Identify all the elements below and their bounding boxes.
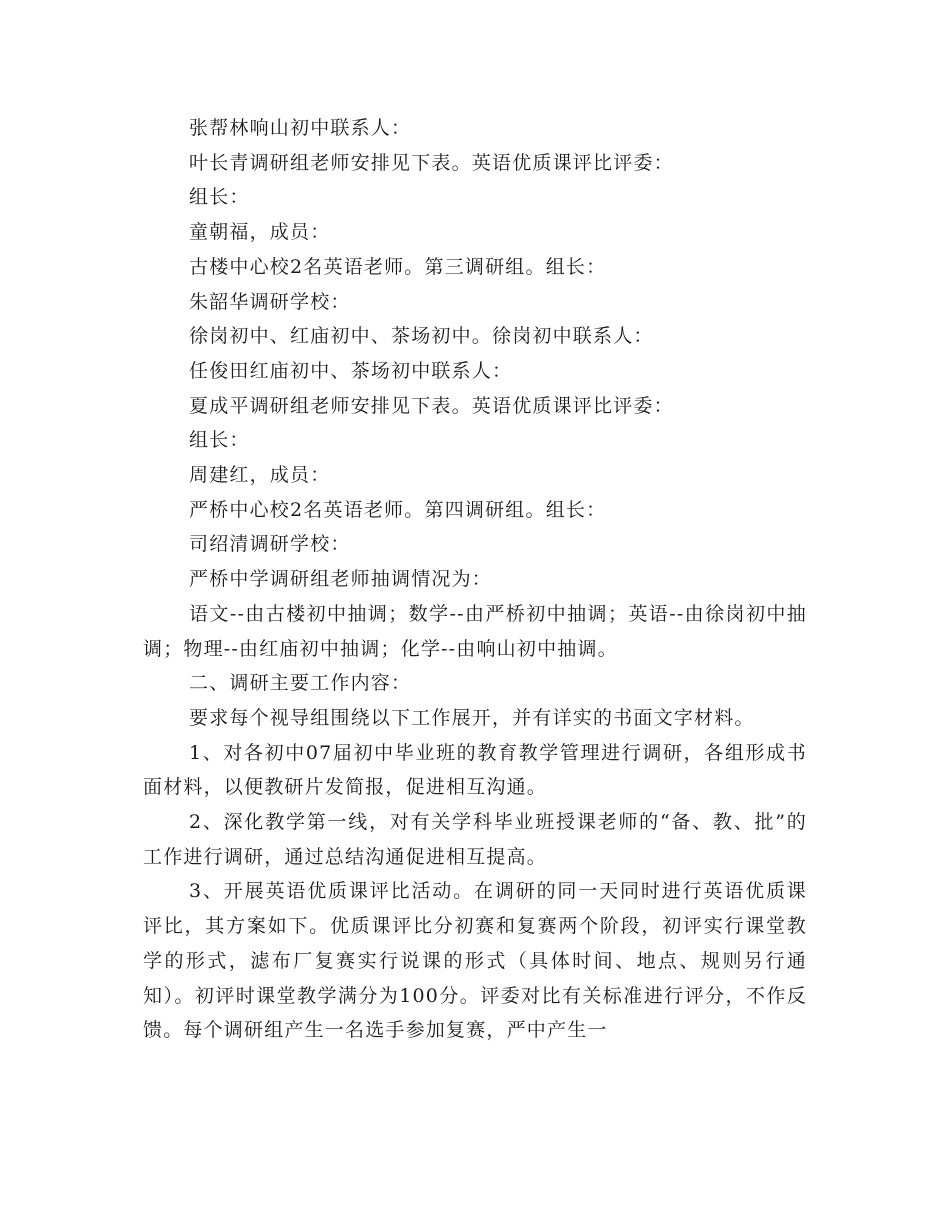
paragraph: 周建红，成员： [189, 464, 331, 487]
paragraph: 组长： [189, 186, 250, 209]
paragraph: 语文--由古楼初中抽调；数学--由严桥初中抽调；英语--由徐岗初中抽调；物理--由红庙初中抽调；化学--由响山初中抽调。 [143, 602, 807, 660]
paragraph: 严桥中心校2名英语老师。第四调研组。组长： [189, 498, 607, 521]
paragraph: 组长： [189, 429, 250, 452]
section-heading: 二、调研主要工作内容： [189, 672, 412, 695]
paragraph: 1、对各初中07届初中毕业班的教育教学管理进行调研，各组形成书面材料，以便教研片发简报，促进相互沟通。 [143, 741, 807, 799]
paragraph: 2、深化教学第一线，对有关学科毕业班授课老师的“备、教、批”的工作进行调研，通过总结沟通促进相互提高。 [143, 811, 807, 868]
paragraph: 要求每个视导组围绕以下工作展开，并有详实的书面文字材料。 [189, 706, 755, 729]
paragraph: 任俊田红庙初中、茶场初中联系人： [189, 359, 513, 382]
paragraph: 3、开展英语优质课评比活动。在调研的同一天同时进行英语优质课评比，其方案如下。优质课评比分初赛和复赛两个阶段，初评实行课堂教学的形式，滤布厂复赛实行说课的形式（具体时间、地点、规则另行通知）。初评时课堂教学满分为100分。评委对比有关标准进行评分，不作反馈。每个调研组产生一名选手参加复赛，严中产生一 [143, 880, 807, 1042]
paragraph: 司绍清调研学校： [189, 533, 351, 556]
paragraph: 古楼中心校2名英语老师。第三调研组。组长： [189, 255, 607, 278]
paragraph: 严桥中学调研组老师抽调情况为： [189, 568, 493, 591]
document-body [143, 111, 807, 1048]
paragraph: 童朝福，成员： [189, 221, 331, 244]
paragraph: 张帮林响山初中联系人： [189, 117, 412, 139]
paragraph: 夏成平调研组老师安排见下表。英语优质课评比评委： [189, 394, 674, 417]
paragraph: 朱韶华调研学校： [189, 290, 351, 313]
paragraph: 徐岗初中、红庙初中、茶场初中。徐岗初中联系人： [189, 325, 654, 348]
paragraph: 叶长青调研组老师安排见下表。英语优质课评比评委： [189, 151, 674, 174]
